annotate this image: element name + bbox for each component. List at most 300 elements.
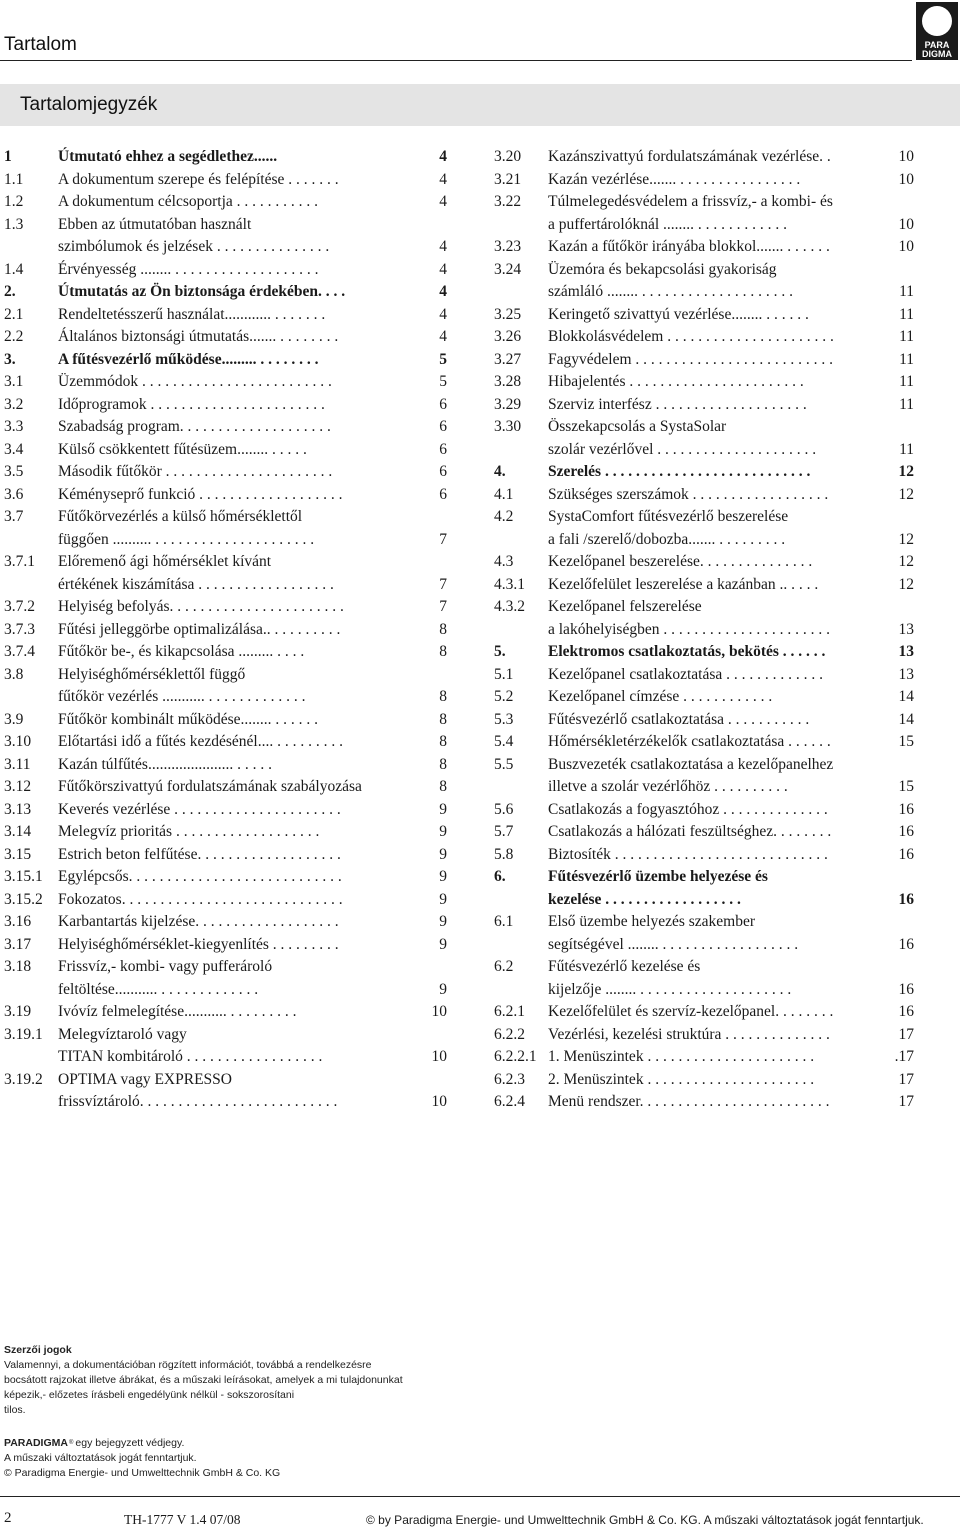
toc-entry-title: Egylépcsős. . . . . . . . . . . . . . . . . . . . . . . . . . . .: [58, 868, 342, 885]
toc-entry-title: feltöltése........... . . . . . . . . . . . . .: [58, 980, 259, 998]
toc-entry: [4, 731, 447, 754]
toc-entry: [494, 844, 914, 867]
toc-entry-title: Szükséges szerszámok . . . . . . . . . . . . . . . . . .: [548, 485, 829, 503]
toc-entry: [4, 911, 447, 934]
toc-entry-title: A fűtésvezérlő működése......... . . . . . . . .: [58, 350, 319, 368]
toc-entry-title: Helyiséghőmérséklettől függő: [58, 665, 246, 683]
toc-entry-number: 5.2: [494, 688, 514, 705]
toc-entry-title: segítségével ........ . . . . . . . . . . . . . . . . . .: [548, 935, 799, 953]
toc-entry-number: 3.12: [4, 778, 32, 795]
toc-entry: [494, 461, 914, 484]
toc-entry-page: 12: [898, 553, 914, 570]
toc-entry-page: 10: [431, 1048, 447, 1065]
toc-entry-page: 9: [439, 800, 447, 818]
toc-entry-title: Útmutató ehhez a segédlethez......: [58, 148, 278, 165]
toc-entry-title: Fokozatos. . . . . . . . . . . . . . . . . . . . . . . . . . . . .: [58, 890, 343, 908]
toc-entry: [4, 394, 447, 417]
toc-entry-page: 6: [439, 463, 447, 480]
toc-entry-page: 8: [439, 688, 447, 705]
toc-entry-page: 14: [898, 710, 914, 728]
toc-entry-number: 3.: [4, 350, 16, 368]
toc-entry-number: 1.4: [4, 260, 24, 278]
toc-entry-number: 3.3: [4, 418, 24, 435]
toc-entry: [494, 866, 914, 889]
toc-entry: [494, 281, 914, 304]
toc-entry: [494, 619, 914, 642]
toc-entry-title: Kazánszivattyú fordulatszámának vezérlése. .: [548, 148, 831, 165]
toc-entry-number: 6.1: [494, 913, 514, 930]
toc-entry: [494, 416, 914, 439]
toc-entry-page: 11: [899, 395, 914, 413]
toc-entry: [4, 169, 447, 192]
toc-entry: [4, 236, 447, 259]
toc-entry-number: 3.24: [494, 260, 522, 278]
toc-entry: [4, 281, 447, 304]
toc-entry-number: 6.2.2.1: [494, 1048, 537, 1065]
toc-entry-page: 7: [439, 575, 447, 593]
toc-entry-page: 10: [898, 148, 914, 165]
trademark-text: egy bejegyzett védjegy.: [75, 1437, 185, 1449]
toc-entry-page: 8: [439, 778, 447, 795]
toc-entry-number: 6.2.4: [494, 1093, 525, 1110]
toc-entry-number: 4.3: [494, 553, 514, 570]
toc-entry-title: számláló ........ . . . . . . . . . . . . . . . . . . . .: [548, 283, 793, 300]
toc-entry-title: Kéményseprő funkció . . . . . . . . . . . . . . . . . . .: [58, 485, 343, 503]
toc-entry: [494, 1024, 914, 1047]
toc-entry: [4, 1046, 447, 1069]
toc-entry-number: 6.2.1: [494, 1003, 525, 1020]
toc-entry-number: 3.7.3: [4, 620, 35, 638]
toc-entry: [494, 641, 914, 664]
toc-entry: [4, 574, 447, 597]
toc-entry: [4, 1091, 447, 1114]
copyright-line: Valamennyi, a dokumentációban rögzített információt, továbbá a rendelkezésre: [4, 1359, 372, 1371]
footer-copyright: © by Paradigma Energie- und Umwelttechnik GmbH & Co. KG. A műszaki változtatások jogát fenntartjuk.: [366, 1513, 924, 1527]
toc-entry-title: Melegvíz prioritás . . . . . . . . . . . . . . . . . . .: [58, 823, 320, 840]
toc-entry-title: Előtartási idő a fűtés kezdésénél.... . . . . . . . . .: [58, 733, 343, 750]
toc-entry-title: Érvényesség ........ . . . . . . . . . . . . . . . . . . .: [58, 260, 319, 278]
toc-entry-title: frissvíztároló. . . . . . . . . . . . . . . . . . . . . . . . . .: [58, 1093, 338, 1110]
toc-entry-number: 5.4: [494, 733, 514, 750]
toc-entry-number: 3.28: [494, 373, 522, 390]
toc-entry-title: Időprogramok . . . . . . . . . . . . . . . . . . . . . . .: [58, 395, 325, 413]
toc-entry-number: 1: [4, 148, 12, 165]
toc-entry-page: .17: [894, 1048, 914, 1065]
toc-entry-title: Melegvíztaroló vagy: [58, 1025, 187, 1043]
paradigma-logo: [916, 2, 958, 60]
toc-entry: [4, 596, 447, 619]
toc-entry-page: 12: [898, 530, 914, 548]
toc-entry-title: TITAN kombitároló . . . . . . . . . . . . . . . . . .: [58, 1048, 323, 1065]
toc-entry: [4, 709, 447, 732]
toc-entry-title: Túlmelegedésvédelem a frissvíz,- a kombi- és: [548, 193, 833, 210]
toc-entry: [494, 776, 914, 799]
toc-entry: [494, 1001, 914, 1024]
toc-entry: [494, 169, 914, 192]
toc-entry-title: Szerviz interfész . . . . . . . . . . . . . . . . . . . .: [548, 395, 807, 413]
toc-entry-title: Első üzembe helyezés szakember: [548, 913, 756, 930]
toc-entry-number: 5.7: [494, 823, 514, 840]
toc-entry-page: 4: [439, 260, 447, 278]
toc-entry: [4, 821, 447, 844]
toc-entry-number: 6.: [494, 868, 506, 885]
toc-entry-page: 9: [439, 913, 447, 930]
toc-entry: [494, 574, 914, 597]
toc-entry-page: 7: [439, 598, 447, 615]
toc-entry-title: értékének kiszámítása . . . . . . . . . . . . . . . . . .: [58, 575, 334, 593]
toc-entry-page: 16: [898, 1003, 914, 1020]
toc-entry-title: Fűtésvezérlő csatlakoztatása . . . . . . . . . . .: [548, 710, 810, 728]
toc-entry-page: 10: [431, 1003, 447, 1020]
toc-entry-number: 3.8: [4, 665, 24, 683]
toc-entry-page: 4: [439, 193, 447, 210]
toc-entry-page: 15: [898, 778, 914, 795]
toc-entry: [494, 551, 914, 574]
toc-entry-number: 5.8: [494, 845, 514, 863]
toc-entry-page: 10: [898, 170, 914, 188]
page-header-title: Tartalom: [4, 34, 77, 55]
toc-entry: [4, 439, 447, 462]
toc-entry-title: a puffertárolóknál ........ . . . . . . . . . . . .: [548, 215, 788, 233]
toc-entry-number: 3.18: [4, 958, 32, 975]
toc-entry-page: 9: [439, 890, 447, 908]
toc-entry-page: 4: [439, 283, 447, 300]
toc-entry-number: 6.2.2: [494, 1025, 525, 1043]
page-number: 2: [4, 1510, 12, 1526]
copyright-heading: Szerzői jogok: [4, 1344, 72, 1356]
toc-entry: [494, 754, 914, 777]
toc-entry: [4, 754, 447, 777]
toc-entry-title: Kazán vezérlése....... . . . . . . . . . . . . . . . .: [548, 170, 801, 188]
toc-entry-number: 3.10: [4, 733, 32, 750]
toc-entry: [4, 844, 447, 867]
toc-entry-title: Keverés vezérlése . . . . . . . . . . . . . . . . . . . . . .: [58, 800, 341, 818]
toc-entry: [494, 371, 914, 394]
toc-entry-number: 3.20: [494, 148, 522, 165]
toc-entry: [4, 664, 447, 687]
logo-text-line-2: DIGMA: [922, 49, 952, 59]
toc-entry-number: 3.5: [4, 463, 24, 480]
toc-entry-page: 5: [439, 373, 447, 390]
toc-entry-page: 4: [439, 170, 447, 188]
toc-entry: [4, 371, 447, 394]
trademark-line: © Paradigma Energie- und Umwelttechnik GmbH & Co. KG: [4, 1467, 281, 1479]
toc-entry: [494, 214, 914, 237]
toc-entry-title: Helyiséghőmérséklet-kiegyenlítés . . . . . . . . .: [58, 935, 339, 953]
toc-entry-title: Üzemóra és bekapcsolási gyakoriság: [548, 260, 777, 278]
toc-entry: [4, 686, 447, 709]
toc-entry-title: Fűtőkör be-, és kikapcsolása ......... . . . .: [58, 643, 305, 660]
toc-entry-page: 15: [898, 733, 914, 750]
trademark-notice: [4, 1436, 464, 1481]
toc-entry-number: 3.30: [494, 418, 522, 435]
toc-entry-number: 6.2: [494, 958, 514, 975]
toc-entry-number: 5.3: [494, 710, 514, 728]
toc-entry-title: 2. Menüszintek . . . . . . . . . . . . . . . . . . . . . .: [548, 1070, 815, 1088]
toc-entry: [494, 259, 914, 282]
toc-entry-title: Útmutatás az Ön biztonsága érdekében. . . .: [58, 283, 346, 300]
toc-entry: [494, 731, 914, 754]
toc-entry-number: 3.17: [4, 935, 32, 953]
toc-entry: [4, 934, 447, 957]
toc-entry-page: 8: [439, 755, 447, 773]
toc-entry-number: 3.21: [494, 170, 522, 188]
toc-entry: [4, 506, 447, 529]
toc-entry-page: 6: [439, 485, 447, 503]
toc-entry-number: 3.15: [4, 845, 32, 863]
toc-entry-page: 10: [898, 238, 914, 255]
toc-entry: [4, 619, 447, 642]
toc-entry-page: 9: [439, 980, 447, 998]
toc-entry-title: Csatlakozás a hálózati feszültséghez. . . . . . . .: [548, 823, 832, 840]
toc-entry-title: Kazán túlfűtés...................... . . . . .: [58, 755, 272, 773]
toc-entry-page: 11: [899, 373, 914, 390]
toc-left-column: [4, 146, 447, 1114]
toc-entry-page: 16: [898, 890, 914, 908]
copyright-line: bocsátott rajzokat illetve ábrákat, és a műszaki leírásokat, amelyek a mi tulajdonunkat: [4, 1374, 403, 1386]
toc-entry-page: 9: [439, 823, 447, 840]
toc-entry: [4, 146, 447, 169]
toc-entry-title: Blokkolásvédelem . . . . . . . . . . . . . . . . . . . . . .: [548, 328, 834, 345]
toc-entry-page: 12: [898, 575, 914, 593]
toc-entry-number: 1.2: [4, 193, 24, 210]
toc-entry-title: Hőmérsékletérzékelők csatlakoztatása . . . . . .: [548, 733, 831, 750]
toc-entry-number: 3.6: [4, 485, 24, 503]
toc-entry-title: Fagyvédelem . . . . . . . . . . . . . . . . . . . . . . . . . .: [548, 350, 834, 368]
toc-entry-page: 10: [431, 1093, 447, 1110]
toc-entry-title: Estrich beton felfűtése. . . . . . . . . . . . . . . . . . .: [58, 845, 341, 863]
toc-entry: [4, 259, 447, 282]
registered-mark: ®: [68, 1440, 74, 1446]
toc-entry: [4, 1069, 447, 1092]
toc-entry: [4, 776, 447, 799]
toc-entry: [494, 146, 914, 169]
toc-entry-number: 5.6: [494, 800, 514, 818]
toc-entry-title: Második fűtőkör . . . . . . . . . . . . . . . . . . . . . .: [58, 463, 333, 480]
toc-entry: [4, 866, 447, 889]
toc-entry-number: 3.13: [4, 800, 32, 818]
toc-entry-page: 17: [898, 1070, 914, 1088]
toc-entry-title: Kezelőpanel beszerelése. . . . . . . . . . . . . . .: [548, 553, 813, 570]
toc-entry-number: 3.27: [494, 350, 522, 368]
toc-entry-page: 4: [439, 148, 447, 165]
toc-entry: [494, 709, 914, 732]
toc-entry-number: 3.7.4: [4, 643, 35, 660]
toc-entry-title: kezelése . . . . . . . . . . . . . . . . . .: [548, 890, 741, 908]
toc-entry-number: 6.2.3: [494, 1070, 525, 1088]
toc-entry-title: szolár vezérlővel . . . . . . . . . . . . . . . . . . . . .: [548, 440, 817, 458]
toc-entry-title: Frissvíz,- kombi- vagy pufferároló: [58, 958, 273, 975]
toc-entry-number: 3.16: [4, 913, 32, 930]
toc-entry-title: Hibajelentés . . . . . . . . . . . . . . . . . . . . . . .: [548, 373, 804, 390]
toc-entry-number: 3.19: [4, 1003, 32, 1020]
toc-entry-page: 11: [899, 350, 914, 368]
toc-entry-title: Helyiség befolyás. . . . . . . . . . . . . . . . . . . . . . .: [58, 598, 344, 615]
toc-entry: [4, 416, 447, 439]
toc-entry-page: 9: [439, 868, 447, 885]
toc-entry-page: 11: [899, 440, 914, 458]
toc-entry-title: Külső csökkentett fűtésüzem........ . . . . .: [58, 440, 307, 458]
copyright-notice: [4, 1343, 464, 1418]
toc-right-column: [494, 146, 914, 1114]
toc-entry-title: Kezelőfelület leszerelése a kazánban .. . . . .: [548, 575, 819, 593]
copyright-line: tilos.: [4, 1404, 26, 1416]
toc-entry: [4, 349, 447, 372]
toc-entry-title: Keringető szivattyú vezérlése........ . . . . . .: [548, 305, 809, 323]
toc-entry-title: Kezelőpanel csatlakoztatása . . . . . . . . . . . . .: [548, 665, 824, 683]
toc-entry-number: 3.4: [4, 440, 24, 458]
toc-entry-title: Rendeltetésszerű használat............ . . . . . . .: [58, 305, 326, 323]
toc-entry-number: 3.9: [4, 710, 24, 728]
toc-entry: [4, 484, 447, 507]
toc-entry-title: Biztosíték . . . . . . . . . . . . . . . . . . . . . . . . . . . .: [548, 845, 828, 863]
toc-entry: [494, 349, 914, 372]
toc-entry-page: 13: [898, 620, 914, 638]
toc-entry-page: 11: [899, 283, 914, 300]
toc-entry-number: 4.2: [494, 508, 514, 525]
toc-entry: [494, 326, 914, 349]
toc-entry-title: Fűtőkörszivattyú fordulatszámának szabályozása: [58, 778, 362, 795]
toc-entry-page: 16: [898, 845, 914, 863]
toc-entry-title: Összekapcsolás a SystaSolar: [548, 418, 727, 435]
toc-entry-number: 1.3: [4, 215, 24, 233]
toc-entry-title: fűtőkör vezérlés ........... . . . . . . . . . . . . .: [58, 688, 306, 705]
toc-entry: [4, 326, 447, 349]
toc-entry: [494, 439, 914, 462]
toc-entry: [494, 979, 914, 1002]
toc-entry-page: 11: [899, 305, 914, 323]
toc-entry-title: kijelzője ........ . . . . . . . . . . . . . . . . . . . .: [548, 980, 792, 998]
toc-entry-number: 2.: [4, 283, 16, 300]
toc-entry-page: 16: [898, 823, 914, 840]
toc-entry-number: 3.7.1: [4, 553, 35, 570]
toc-entry-title: szimbólumok és jelzések . . . . . . . . . . . . . . .: [58, 238, 330, 255]
toc-entry-title: Kezelőpanel címzése . . . . . . . . . . . .: [548, 688, 773, 705]
toc-entry: [494, 596, 914, 619]
toc-entry-number: 3.1: [4, 373, 24, 390]
toc-entry-number: 3.7.2: [4, 598, 35, 615]
toc-entry-page: 14: [898, 688, 914, 705]
toc-entry: [494, 506, 914, 529]
toc-entry-title: A dokumentum célcsoportja . . . . . . . . . . .: [58, 193, 319, 210]
toc-entry-number: 3.19.1: [4, 1025, 43, 1043]
toc-entry-page: 12: [898, 485, 914, 503]
toc-entry: [494, 799, 914, 822]
toc-entry-number: 3.26: [494, 328, 522, 345]
toc-entry-page: 13: [898, 643, 914, 660]
toc-entry: [494, 686, 914, 709]
toc-entry: [494, 394, 914, 417]
toc-entry-page: 11: [899, 328, 914, 345]
toc-entry-page: 17: [898, 1093, 914, 1110]
toc-entry-page: 5: [439, 350, 447, 368]
toc-entry: [4, 529, 447, 552]
toc-entry-page: 16: [898, 980, 914, 998]
toc-entry-title: Szabadság program. . . . . . . . . . . . . . . . . . . .: [58, 418, 331, 435]
toc-entry: [4, 799, 447, 822]
toc-entry-page: 4: [439, 305, 447, 323]
toc-entry: [494, 889, 914, 912]
toc-entry-number: 3.14: [4, 823, 32, 840]
toc-entry-number: 3.23: [494, 238, 522, 255]
toc-entry: [4, 551, 447, 574]
toc-entry-title: Csatlakozás a fogyasztóhoz . . . . . . . . . . . . . .: [548, 800, 828, 818]
toc-entry: [494, 911, 914, 934]
toc-entry-title: függően .......... . . . . . . . . . . . . . . . . . . . . .: [58, 530, 315, 548]
toc-entry: [494, 1046, 914, 1069]
toc-entry: [494, 956, 914, 979]
toc-entry-title: Ebben az útmutatóban használt: [58, 215, 252, 233]
toc-entry-number: 3.15.2: [4, 890, 43, 908]
toc-entry-title: SystaComfort fűtésvezérlő beszerelése: [548, 508, 789, 525]
toc-entry-title: Fűtőkör kombinált működése........ . . . . . .: [58, 710, 319, 728]
document-reference: TH-1777 V 1.4 07/08: [124, 1512, 241, 1527]
toc-entry-page: 6: [439, 440, 447, 458]
toc-entry-title: Általános biztonsági útmutatás....... . . . . . . . .: [58, 328, 339, 345]
toc-entry-number: 2.1: [4, 305, 24, 323]
toc-entry-number: 2.2: [4, 328, 24, 345]
toc-entry: [494, 304, 914, 327]
toc-entry-page: 17: [898, 1025, 914, 1043]
toc-entry-page: 16: [898, 935, 914, 953]
toc-entry-title: Üzemmódok . . . . . . . . . . . . . . . . . . . . . . . . .: [58, 373, 332, 390]
toc-entry: [4, 1001, 447, 1024]
trademark-brand: PARADIGMA: [4, 1437, 68, 1449]
toc-entry-page: 8: [439, 733, 447, 750]
toc-entry: [4, 304, 447, 327]
toc-entry-title: Menü rendszer. . . . . . . . . . . . . . . . . . . . . . . . .: [548, 1093, 830, 1110]
toc-entry: [494, 821, 914, 844]
toc-entry-number: 3.2: [4, 395, 24, 413]
toc-entry: [4, 461, 447, 484]
toc-entry-page: 9: [439, 935, 447, 953]
toc-entry-number: 4.3.2: [494, 598, 525, 615]
toc-entry-page: 7: [439, 530, 447, 548]
toc-entry-page: 10: [898, 215, 914, 233]
toc-entry: [4, 979, 447, 1002]
toc-entry-page: 6: [439, 418, 447, 435]
toc-entry: [494, 484, 914, 507]
toc-entry: [494, 529, 914, 552]
toc-entry-title: Fűtési jelleggörbe optimalizálása.. . . . . . . . . .: [58, 620, 341, 638]
toc-entry-page: 9: [439, 845, 447, 863]
footer-rule: [0, 1496, 960, 1497]
toc-heading: Tartalomjegyzék: [20, 94, 158, 115]
toc-entry-title: Kezelőfelület és szervíz-kezelőpanel. . . . . . . .: [548, 1003, 834, 1020]
toc-entry: [4, 956, 447, 979]
header-rule: [0, 60, 912, 61]
toc-entry: [4, 191, 447, 214]
toc-entry-title: 1. Menüszintek . . . . . . . . . . . . . . . . . . . . . .: [548, 1048, 815, 1065]
toc-entry: [4, 641, 447, 664]
toc-entry: [494, 664, 914, 687]
toc-entry-page: 4: [439, 328, 447, 345]
toc-entry-number: 3.7: [4, 508, 24, 525]
toc-entry-number: 3.15.1: [4, 868, 43, 885]
toc-entry: [494, 1091, 914, 1114]
toc-entry: [494, 934, 914, 957]
toc-entry: [494, 236, 914, 259]
toc-entry-page: 8: [439, 643, 447, 660]
toc-entry: [494, 1069, 914, 1092]
toc-entry-title: Fűtésvezérlő üzembe helyezése és: [548, 868, 768, 885]
copyright-line: képezik,- előzetes írásbeli engedélyünk nélkül - sokszorosítani: [4, 1389, 295, 1401]
toc-entry-title: Karbantartás kijelzése. . . . . . . . . . . . . . . . . . .: [58, 913, 339, 930]
toc-entry-number: 4.1: [494, 485, 514, 503]
toc-entry: [494, 191, 914, 214]
toc-entry-page: 12: [898, 463, 914, 480]
toc-entry-title: Vezérlési, kezelési struktúra . . . . . . . . . . . . . .: [548, 1025, 830, 1043]
